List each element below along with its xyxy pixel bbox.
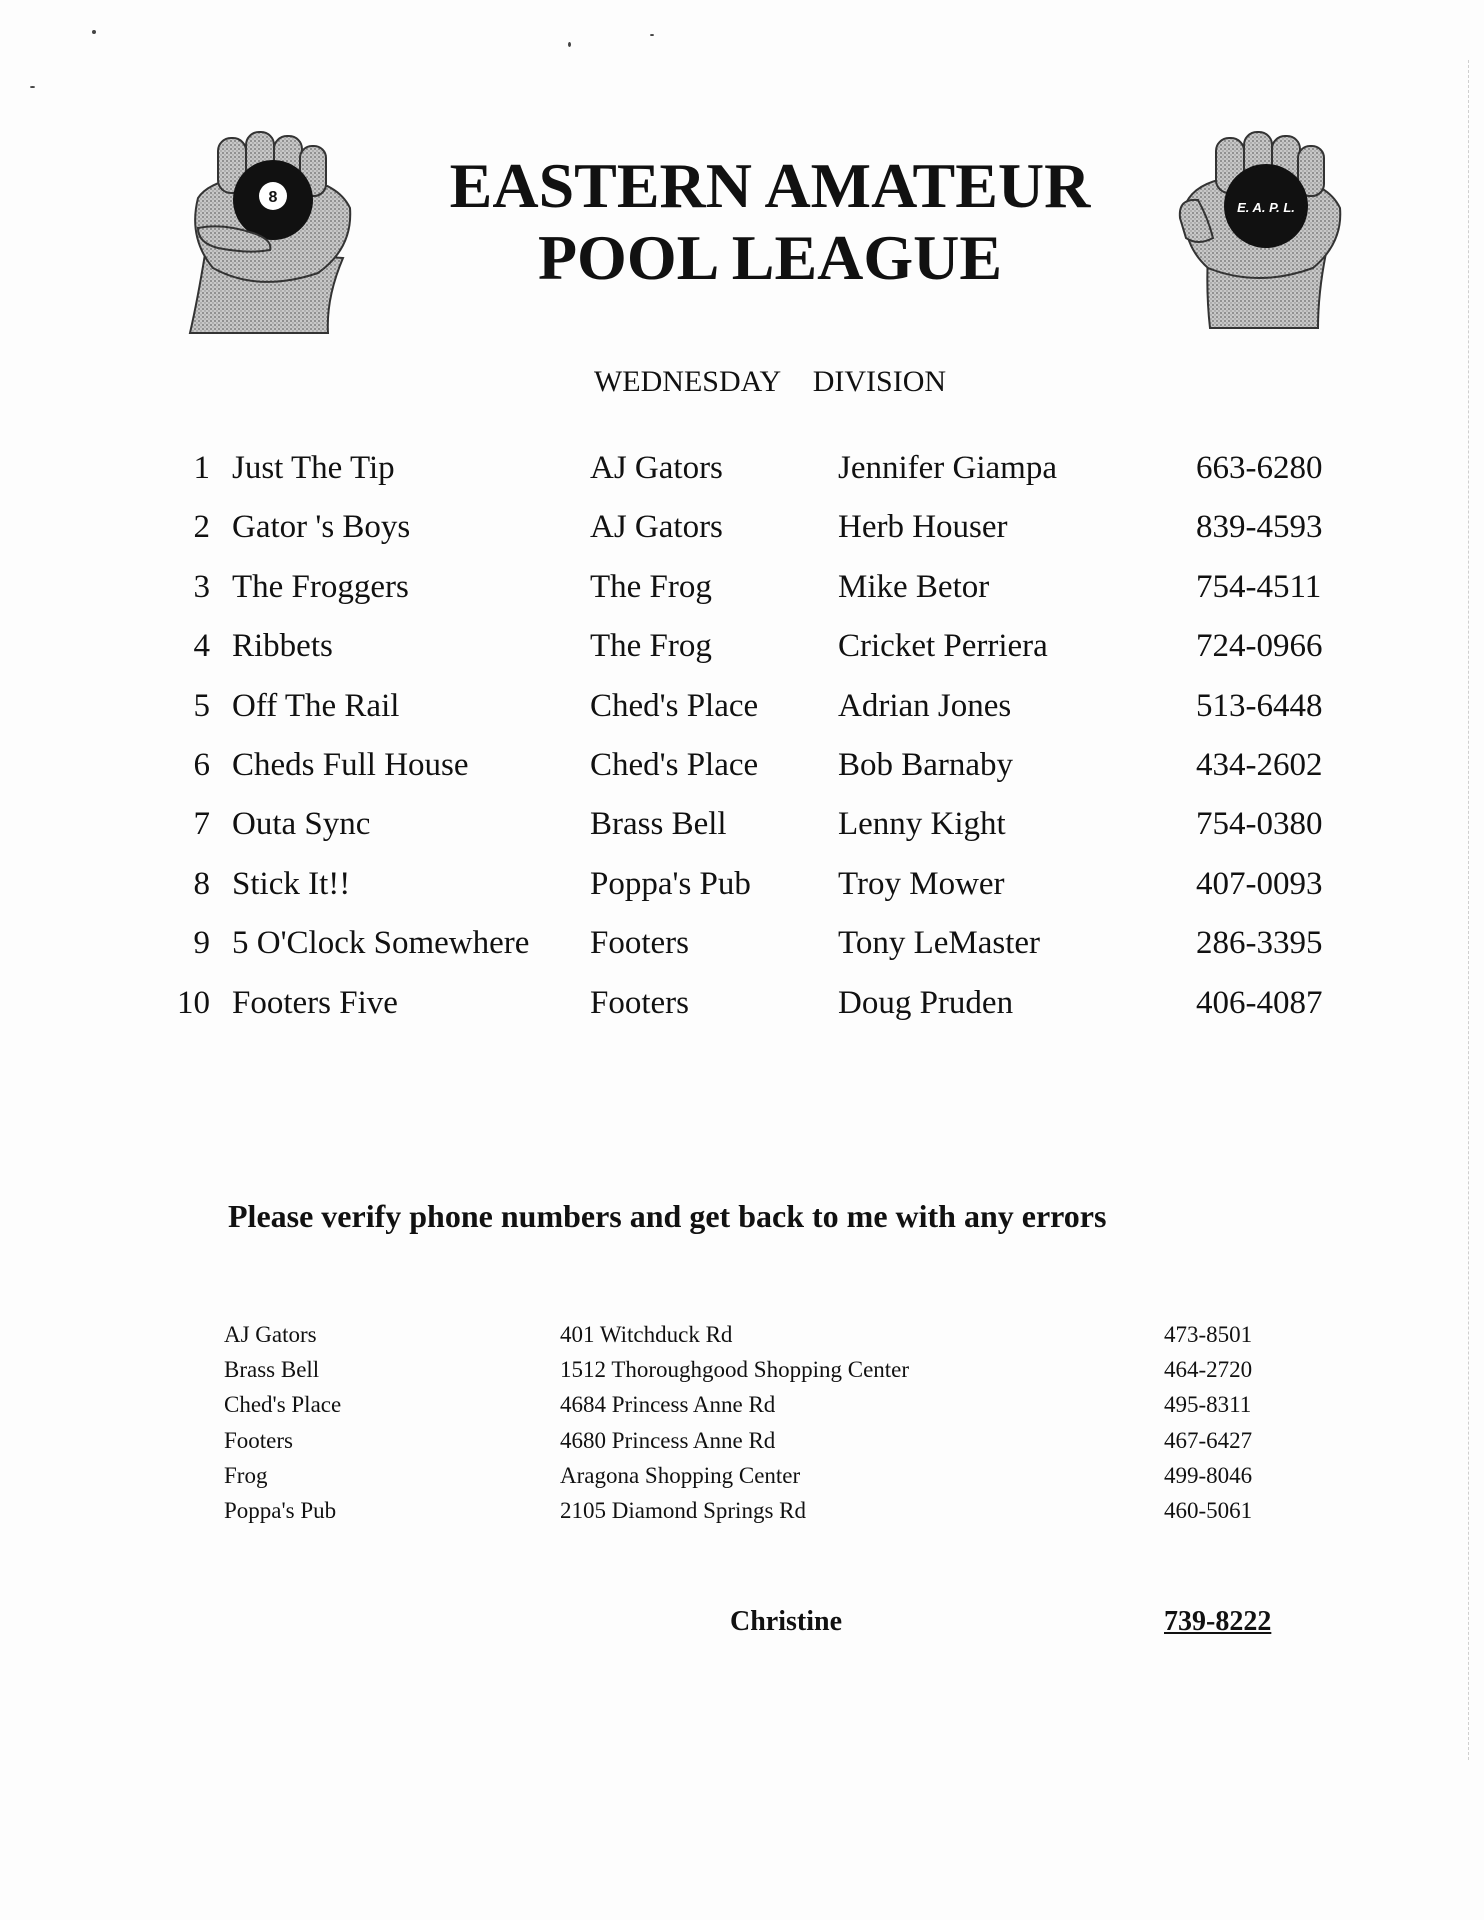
team-name: Ribbets [232, 628, 333, 665]
team-venue: Footers [590, 925, 689, 962]
team-number: 9 [193, 925, 210, 962]
venue-row [224, 1428, 1274, 1463]
team-name: 5 O'Clock Somewhere [232, 925, 530, 962]
team-row [170, 450, 1370, 509]
team-phone: 434-2602 [1196, 746, 1323, 783]
team-number: 2 [193, 509, 210, 546]
venue-address: 401 Witchduck Rd [560, 1322, 733, 1347]
team-number: 4 [193, 628, 210, 665]
venue-name: Poppa's Pub [224, 1497, 337, 1523]
team-captain: Lenny Kight [838, 806, 1006, 843]
verify-notice: Please verify phone numbers and get back to me with any errors [228, 1198, 1107, 1234]
team-captain: Cricket Perriera [838, 628, 1048, 665]
eight-ball-number: 8 [268, 189, 278, 206]
team-venue: The Frog [590, 568, 712, 605]
venue-address: 4684 Princess Anne Rd [560, 1392, 776, 1418]
venue-row [224, 1322, 1274, 1357]
team-row [170, 925, 1370, 984]
team-row [170, 628, 1370, 687]
team-row [170, 509, 1370, 568]
venue-name: AJ Gators [224, 1322, 317, 1347]
team-row [170, 688, 1370, 747]
team-captain: Herb Houser [838, 509, 1008, 546]
venue-phone: 473-8501 [1164, 1322, 1253, 1347]
team-venue: Poppa's Pub [590, 865, 751, 902]
team-number: 6 [193, 746, 210, 783]
scan-speck [92, 30, 96, 34]
venue-phone: 467-6427 [1164, 1427, 1253, 1453]
venue-phone: 495-8311 [1164, 1392, 1252, 1418]
team-number: 3 [193, 568, 210, 605]
team-phone: 754-0380 [1196, 806, 1323, 843]
scan-speck [650, 34, 654, 36]
team-name: Footers Five [232, 984, 398, 1021]
division-day: WEDNESDAY [593, 365, 782, 398]
venue-row [224, 1463, 1274, 1498]
division-label: DIVISION [812, 365, 947, 398]
team-venue: AJ Gators [590, 450, 723, 486]
venue-phone: 499-8046 [1164, 1462, 1253, 1488]
team-captain: Tony LeMaster [838, 925, 1041, 962]
venue-address: Aragona Shopping Center [560, 1462, 801, 1488]
team-phone: 513-6448 [1196, 687, 1323, 724]
venue-row [224, 1498, 1274, 1533]
team-roster [170, 450, 1370, 1044]
team-name: Gator 's Boys [232, 509, 411, 546]
team-row [170, 569, 1370, 628]
venue-name: Brass Bell [224, 1357, 320, 1383]
team-name: The Froggers [232, 568, 409, 605]
division-heading [500, 365, 1040, 399]
team-name: Outa Sync [232, 806, 371, 843]
team-phone: 286-3395 [1196, 925, 1323, 962]
venue-phone: 460-5061 [1164, 1497, 1253, 1523]
venue-name: Frog [224, 1462, 268, 1488]
team-captain: Bob Barnaby [838, 746, 1014, 783]
team-number: 5 [193, 687, 210, 724]
league-title-line1: EASTERN AMATEUR [449, 150, 1091, 221]
team-number: 1 [193, 450, 210, 486]
team-phone: 663-6280 [1196, 450, 1323, 486]
venue-address: 2105 Diamond Springs Rd [560, 1497, 806, 1523]
venue-directory [224, 1322, 1274, 1533]
team-captain: Doug Pruden [838, 984, 1014, 1021]
scan-speck [30, 86, 35, 88]
team-row [170, 985, 1370, 1044]
venue-address: 1512 Thoroughgood Shopping Center [560, 1357, 910, 1383]
scan-speck [568, 42, 571, 47]
venue-name: Footers [224, 1427, 293, 1453]
team-row [170, 747, 1370, 806]
team-phone: 839-4593 [1196, 509, 1323, 546]
team-name: Stick It!! [232, 865, 351, 902]
team-row [170, 866, 1370, 925]
team-phone: 754-4511 [1196, 568, 1322, 605]
team-name: Just The Tip [232, 450, 395, 486]
team-number: 7 [193, 806, 210, 843]
fist-eapl-ball-icon [1168, 128, 1358, 333]
venue-name: Ched's Place [224, 1392, 342, 1418]
team-number: 8 [193, 865, 210, 902]
venue-row [224, 1357, 1274, 1392]
team-phone: 407-0093 [1196, 865, 1323, 902]
team-row [170, 806, 1370, 865]
team-venue: AJ Gators [590, 509, 723, 546]
venue-address: 4680 Princess Anne Rd [560, 1427, 776, 1453]
team-name: Off The Rail [232, 687, 400, 724]
team-captain: Jennifer Giampa [838, 450, 1057, 486]
league-title-line2: POOL LEAGUE [537, 222, 1003, 293]
fist-eight-ball-icon [178, 128, 368, 338]
team-phone: 406-4087 [1196, 984, 1323, 1021]
team-captain: Mike Betor [838, 568, 990, 605]
team-phone: 724-0966 [1196, 628, 1323, 665]
venue-phone: 464-2720 [1164, 1357, 1253, 1383]
team-name: Cheds Full House [232, 746, 469, 783]
team-venue: Footers [590, 984, 689, 1021]
contact-phone: 739-8222 [1164, 1606, 1272, 1637]
team-venue: Ched's Place [590, 746, 759, 783]
team-captain: Troy Mower [838, 865, 1005, 902]
team-venue: The Frog [590, 628, 712, 665]
scan-edge-line [1468, 60, 1470, 1760]
team-captain: Adrian Jones [838, 687, 1012, 724]
team-number: 10 [177, 984, 210, 1021]
venue-row [224, 1392, 1274, 1427]
team-venue: Brass Bell [590, 806, 727, 843]
contact-name: Christine [730, 1606, 842, 1637]
eapl-ball-label: E. A. P. L. [1237, 200, 1295, 215]
team-venue: Ched's Place [590, 687, 759, 724]
